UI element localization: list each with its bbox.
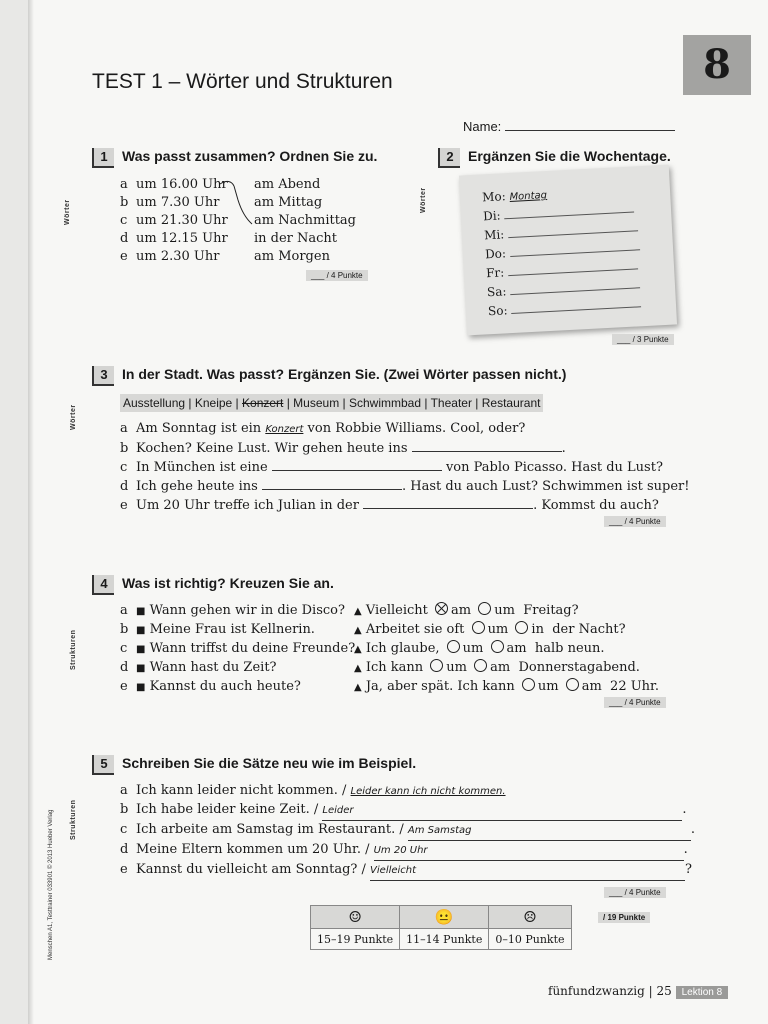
list-item: a Ich kann leider nicht kommen. / Leider kann ich nicht kommen.	[120, 783, 506, 798]
radio-option[interactable]	[478, 602, 491, 615]
weekday-row: Mi:	[484, 220, 639, 242]
list-item: d um 12.15 Uhr	[120, 231, 228, 246]
radio-option[interactable]	[491, 640, 504, 653]
list-item: e um 2.30 Uhr	[120, 249, 220, 264]
score-range: 0–10 Punkte	[489, 929, 571, 950]
answer-line[interactable]	[511, 296, 641, 314]
list-item: c Ich arbeite am Samstag im Restaurant. / Am Samstag .	[120, 821, 695, 841]
side-label-woerter: Wörter	[420, 187, 427, 213]
word-bank-item: Ausstellung	[123, 396, 186, 410]
answer-line[interactable]	[262, 477, 402, 490]
side-label-strukturen: Strukturen	[70, 799, 77, 840]
answer-line[interactable]	[510, 277, 640, 295]
sticky-note	[459, 165, 677, 336]
answer-line[interactable]	[363, 496, 533, 509]
exercise-number: 2	[438, 148, 460, 168]
score-box: ___ / 4 Punkte	[604, 516, 666, 527]
exercise-5-items	[120, 782, 695, 881]
score-box: ___ / 3 Punkte	[612, 334, 674, 345]
handwritten-answer[interactable]: Leider	[322, 802, 682, 821]
answer-line[interactable]	[272, 458, 442, 471]
exercise-number: 5	[92, 755, 114, 775]
list-item: a Am Sonntag ist ein Konzert von Robbie Williams. Cool, oder?	[120, 421, 526, 436]
list-item: ▲ Arbeitet sie oft um in der Nacht?	[354, 622, 626, 637]
handwritten-answer[interactable]: Um 20 Uhr	[374, 842, 684, 861]
exercise-5-heading	[92, 755, 416, 775]
page-binding-edge	[0, 0, 28, 1024]
lesson-badge: Lektion 8	[676, 986, 729, 999]
chapter-number-badge: 8	[683, 35, 751, 95]
exercise-1-left-column	[120, 176, 228, 266]
exercise-title: Was ist richtig? Kreuzen Sie an.	[122, 575, 334, 591]
list-item: c ■ Wann triffst du deine Freunde?	[120, 641, 356, 656]
weekday-row: Fr:	[486, 258, 638, 280]
score-box: ___ / 4 Punkte	[604, 697, 666, 708]
answer-line[interactable]	[504, 201, 634, 219]
answer-line[interactable]	[412, 439, 562, 452]
list-item: c um 21.30 Uhr	[120, 213, 228, 228]
radio-option[interactable]	[430, 659, 443, 672]
name-label: Name:	[463, 119, 502, 134]
list-item: e Um 20 Uhr treffe ich Julian in der . Kommst du auch?	[120, 498, 659, 513]
list-item: e Kannst du vielleicht am Sonntag? / Vielleicht ?	[120, 861, 695, 881]
list-item: ▲ Vielleicht am um Freitag?	[354, 603, 579, 618]
radio-option[interactable]	[522, 678, 535, 691]
handwritten-answer: Konzert	[265, 424, 304, 435]
list-item: a ■ Wann gehen wir in die Disco?	[120, 603, 345, 618]
list-item: am Morgen	[254, 249, 330, 264]
matching-lines	[218, 178, 258, 228]
exercise-title: Schreiben Sie die Sätze neu wie im Beispiel.	[122, 755, 417, 771]
sad-face-icon: ☹	[489, 906, 571, 929]
radio-option[interactable]	[515, 621, 528, 634]
radio-option[interactable]	[566, 678, 579, 691]
exercise-3-heading	[92, 366, 566, 386]
radio-option-checked[interactable]	[435, 602, 448, 615]
handwritten-answer[interactable]: Am Samstag	[408, 822, 691, 841]
score-range: 11–14 Punkte	[400, 929, 489, 950]
exercise-title: Was passt zusammen? Ordnen Sie zu.	[122, 148, 378, 164]
name-field-row	[463, 119, 675, 134]
page-number: 25	[656, 984, 672, 998]
answer-line[interactable]	[509, 239, 639, 257]
word-bank-item: Restaurant	[481, 396, 541, 410]
exercise-3-items	[120, 420, 689, 515]
weekday-row: Sa:	[487, 277, 641, 299]
word-bank-item: Schwimmbad	[348, 396, 422, 410]
page-shadow	[28, 0, 34, 1024]
word-bank-item: Theater	[430, 396, 472, 410]
score-box: ___ / 4 Punkte	[306, 270, 368, 281]
word-bank-item: Museum	[293, 396, 340, 410]
exercise-title: In der Stadt. Was passt? Ergänzen Sie. (Zwei Wörter passen nicht.)	[122, 366, 567, 382]
exercise-4-answers	[354, 602, 659, 697]
weekday-row: Di:	[483, 201, 635, 223]
name-input-line[interactable]	[505, 119, 675, 131]
page-title: TEST 1 – Wörter und Strukturen	[92, 70, 393, 93]
score-tally-table	[310, 905, 572, 950]
word-bank-item-struck: Konzert	[242, 396, 284, 410]
list-item: am Nachmittag	[254, 213, 356, 228]
score-box: ___ / 4 Punkte	[604, 887, 666, 898]
radio-option[interactable]	[447, 640, 460, 653]
list-item: d Meine Eltern kommen um 20 Uhr. / Um 20 Uhr .	[120, 841, 695, 861]
handwritten-answer[interactable]: Vielleicht	[370, 862, 685, 881]
exercise-1-heading	[92, 148, 377, 168]
list-item: a um 16.00 Uhr	[120, 177, 228, 192]
handwritten-answer: Montag	[509, 190, 548, 203]
exercise-number: 1	[92, 148, 114, 168]
list-item: ▲ Ja, aber spät. Ich kann um am 22 Uhr.	[354, 679, 659, 694]
word-bank-item: Kneipe	[194, 396, 233, 410]
exercise-number: 4	[92, 575, 114, 595]
list-item: b ■ Meine Frau ist Kellnerin.	[120, 622, 315, 637]
answer-line[interactable]	[508, 258, 638, 276]
weekday-row: So:	[488, 296, 642, 318]
list-item: in der Nacht	[254, 231, 338, 246]
copyright-note: Menschen A1, Testtrainer 033901 © 2013 Hueber Verlag	[48, 809, 54, 960]
radio-option[interactable]	[472, 621, 485, 634]
list-item: ▲ Ich glaube, um am halb neun.	[354, 641, 605, 656]
list-item: b Kochen? Keine Lust. Wir gehen heute ins .	[120, 441, 566, 456]
list-item: am Abend	[254, 177, 321, 192]
list-item: e ■ Kannst du auch heute?	[120, 679, 301, 694]
exercise-2-heading	[438, 148, 671, 168]
total-score-box: / 19 Punkte	[598, 912, 650, 923]
answer-line[interactable]	[508, 220, 638, 238]
side-label-woerter: Wörter	[64, 199, 71, 225]
radio-option[interactable]	[474, 659, 487, 672]
exercise-4-questions	[120, 602, 355, 697]
list-item: c In München ist eine von Pablo Picasso. Hast du Lust?	[120, 460, 663, 475]
word-bank: Ausstellung | Kneipe | Konzert | Museum | Schwimmbad | Theater | Restaurant	[120, 394, 543, 412]
weekday-row: Do:	[485, 239, 640, 261]
page-footer: fünfundzwanzig | 25 Lektion 8	[548, 984, 728, 998]
list-item: d ■ Wann hast du Zeit?	[120, 660, 277, 675]
exercise-title: Ergänzen Sie die Wochentage.	[468, 148, 671, 164]
exercise-number: 3	[92, 366, 114, 386]
weekday-row: Mo: Montag	[481, 189, 548, 205]
list-item: d Ich gehe heute ins . Hast du auch Lust? Schwimmen ist super!	[120, 479, 690, 494]
happy-face-icon: ☺	[311, 906, 400, 929]
neutral-face-icon: 😐	[400, 906, 489, 929]
exercise-1-right-column	[254, 176, 356, 266]
list-item: b Ich habe leider keine Zeit. / Leider .	[120, 801, 695, 821]
handwritten-answer: Leider kann ich nicht kommen.	[350, 786, 506, 797]
side-label-strukturen: Strukturen	[70, 629, 77, 670]
side-label-woerter: Wörter	[70, 404, 77, 430]
list-item: ▲ Ich kann um am Donnerstagabend.	[354, 660, 640, 675]
score-range: 15–19 Punkte	[311, 929, 400, 950]
exercise-4-heading	[92, 575, 334, 595]
list-item: am Mittag	[254, 195, 323, 210]
page-number-word: fünfundzwanzig	[548, 984, 645, 998]
list-item: b um 7.30 Uhr	[120, 195, 220, 210]
